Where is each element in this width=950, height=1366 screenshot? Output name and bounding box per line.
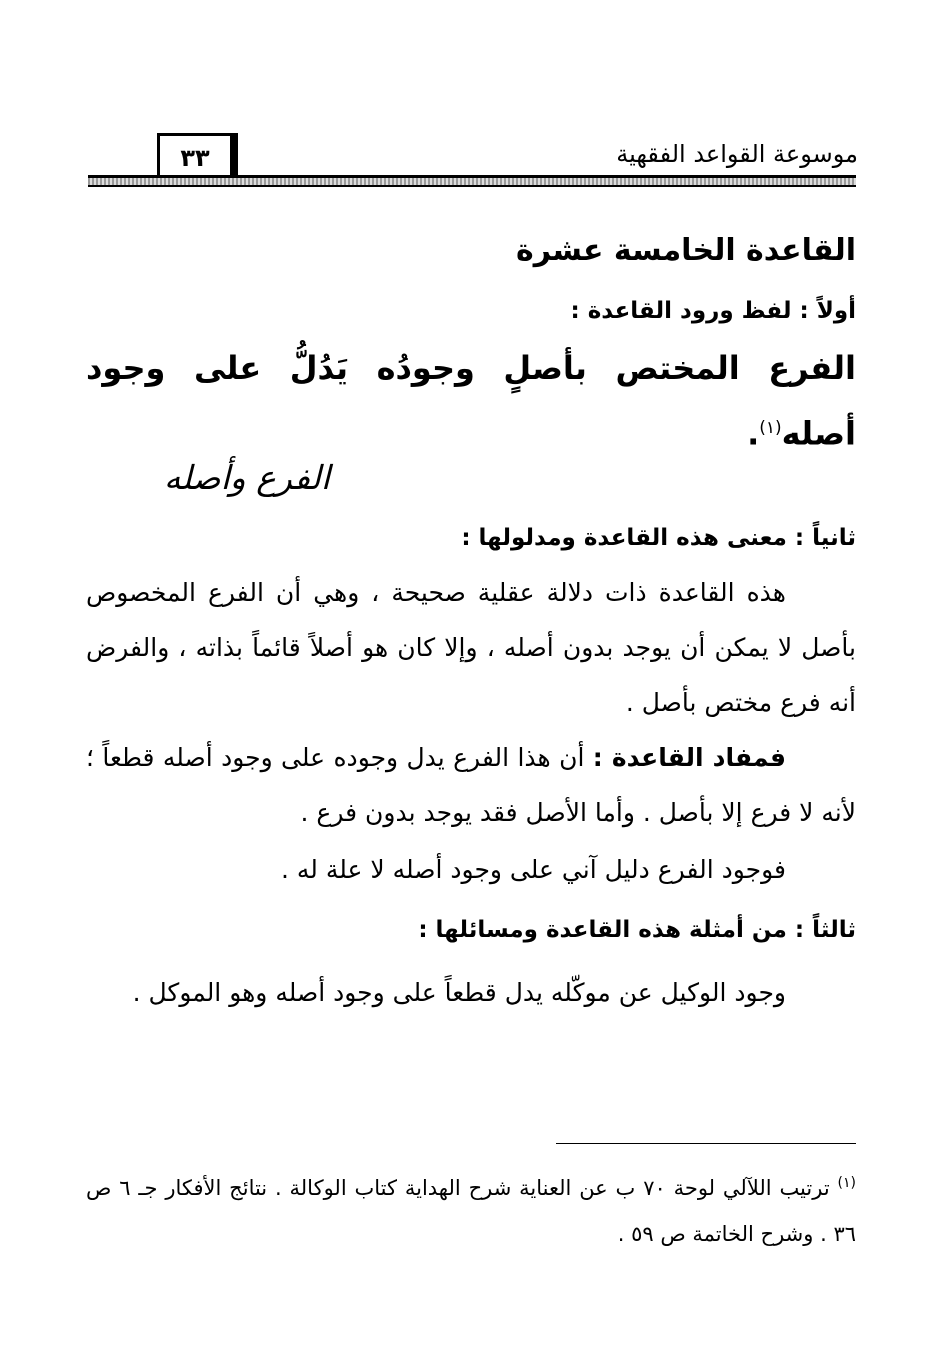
page-number: ٣٣	[180, 144, 210, 172]
footnote	[86, 1160, 856, 1257]
benefit-label: فمفاد القاعدة :	[592, 743, 787, 772]
rule-statement-end: .	[747, 414, 760, 453]
header-rule	[88, 175, 856, 187]
handwritten-annotation: الفرع وأصله	[163, 458, 330, 497]
meaning-paragraph: هذه القاعدة ذات دلالة عقلية صحيحة ، وهي أن الفرع المخصوص بأصل لا يمكن أن يوجد بدون أصله ، وإلا كان هو أصلاً قائماً بذاته ، والفرض أنه فرع مختص بأصل .	[86, 578, 856, 717]
benefit-text: أن هذا الفرع يدل وجوده على وجود أصله قطعاً ؛ لأنه لا فرع إلا بأصل . وأما الأصل فقد يوجد بدون فرع .	[86, 743, 856, 827]
section-2-label: ثانياً : معنى هذه القاعدة ومدلولها :	[461, 525, 856, 551]
section-3-label: ثالثاً : من أمثلة هذه القاعدة ومسائلها :	[418, 917, 856, 943]
footnote-separator	[556, 1143, 856, 1144]
rule-heading: القاعدة الخامسة عشرة	[516, 233, 856, 268]
example-paragraph: وجود الوكيل عن موكّله يدل قطعاً على وجود أصله وهو الموكل .	[132, 978, 786, 1007]
benefit-paragraph	[86, 730, 856, 840]
footnote-marker: (١)	[837, 1175, 856, 1191]
section-1-label: أولاً : لفظ ورود القاعدة :	[570, 298, 856, 324]
rule-statement-text: الفرع المختص بأصلٍ وجودُه يَدُلُّ على وجود أصله	[86, 349, 856, 453]
footnote-reference: (١)	[759, 418, 782, 438]
running-header-title: موسوعة القواعد الفقهية	[616, 140, 858, 168]
rule-statement	[86, 338, 856, 464]
footnote-text: ترتيب اللآلي لوحة ٧٠ ب عن العناية شرح الهداية كتاب الوكالة . نتائج الأفكار جـ ٦ ص ٣٦ . وشرح الخاتمة ص ٥٩ .	[86, 1176, 856, 1246]
conclusion-line: فوجود الفرع دليل آني على وجود أصله لا علة له .	[280, 855, 786, 884]
